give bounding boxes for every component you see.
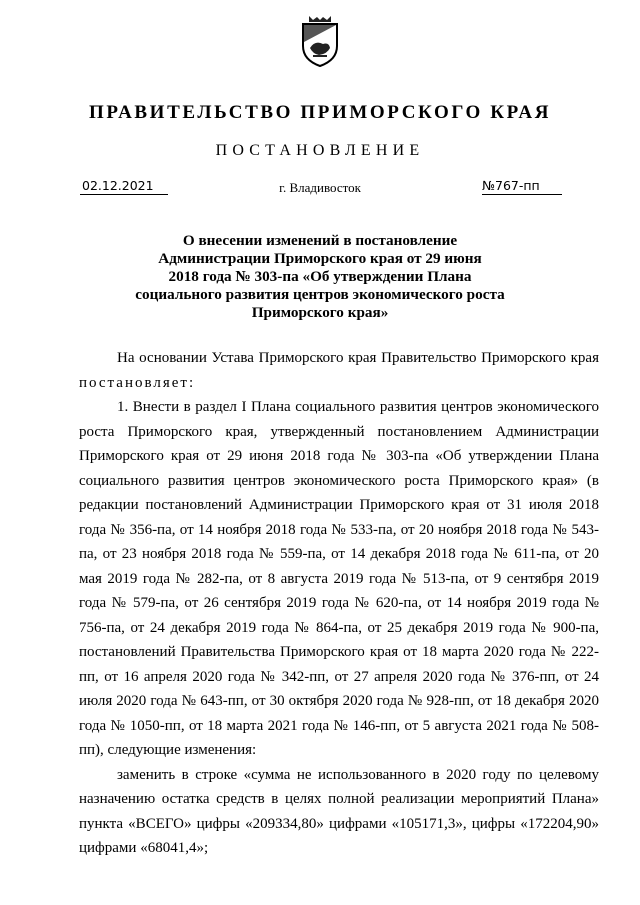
title-line: Приморского края» — [251, 304, 389, 321]
title-line: Администрации Приморского края от 29 июня — [158, 250, 482, 267]
government-name: ПРАВИТЕЛЬСТВО ПРИМОРСКОГО КРАЯ — [88, 102, 552, 123]
body-paragraph-change: заменить в строке «сумма не использованного в 2020 году по целевому назначению остатка средств в целях полной реализации мероприятий Плана» пункта «ВСЕГО» цифры «209334,80» цифрами «105171,3», цифры «172204,90» цифрами «68041,4»; — [79, 766, 599, 856]
title-line: О внесении изменений в постановление — [182, 232, 458, 249]
preamble-text: На основании Устава Приморского края Правительство Приморского края — [117, 350, 599, 366]
document-type: ПОСТАНОВЛЕНИЕ — [215, 142, 425, 159]
title-line: 2018 года № 303-па «Об утверждении Плана — [168, 268, 472, 285]
document-title — [0, 232, 640, 322]
decree-word: постановляет — [79, 374, 189, 391]
document-city: г. Владивосток — [279, 180, 361, 195]
document-body — [79, 346, 599, 861]
coat-of-arms-icon — [299, 14, 341, 68]
preamble-colon: : — [188, 374, 194, 391]
document-number: №767-пп — [482, 178, 562, 195]
title-line: социального развития центров экономического роста — [135, 286, 505, 303]
body-paragraph-item-1: 1. Внести в раздел I Плана социального развития центров экономического роста Приморского края, утвержденный постановлением Администрации Приморского края от 29 июня 2018 года № 303-па «Об утверждении Плана социального развития центров экономического роста Приморского края» (в редакции постановлений Администрации Приморского края от 31 июля 2018 года № 356-па, от 14 ноября 2018 года № 533-па, от 20 ноября 2018 года № 543-па, от 23 ноября 2018 года № 559-па, от 14 декабря 2018 года № 611-па, от 20 мая 2019 года № 282-па, от 8 августа 2019 года № 513-па, от 9 сентября 2019 года № 579-па, от 26 сентября 2019 года № 620-па, от 14 ноября 2019 года № 756-па, от 24 декабря 2019 года № 864-па, от 25 декабря 2019 года № 900-па, постановлений Правительства Приморского края от 18 марта 2020 года № 222-пп, от 16 апреля 2020 года № 342-пп, от 27 апреля 2020 года № 376-пп, от 24 июля 2020 года № 643-пп, от 30 октября 2020 года № 928-пп, от 18 декабря 2020 года № 1050-пп, от 18 марта 2021 года № 146-пп, от 5 августа 2021 года № 508-пп), следующие изменения: — [79, 399, 599, 758]
document-date: 02.12.2021 — [80, 178, 168, 195]
body-paragraph-preamble — [79, 346, 599, 395]
